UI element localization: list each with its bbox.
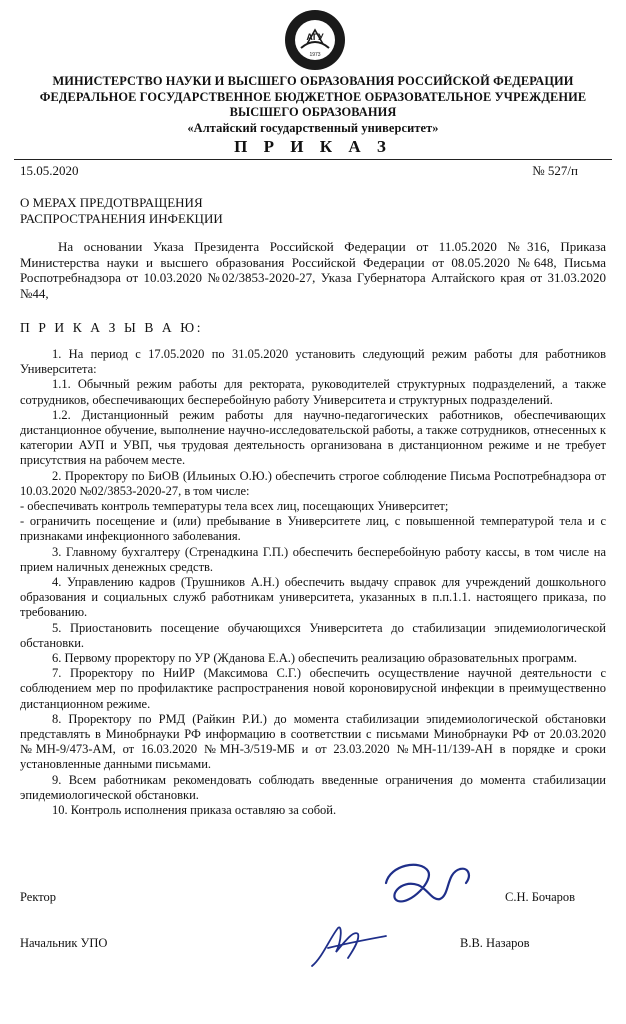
preamble-paragraph: На основании Указа Президента Российской Федерации от 11.05.2020 №316, Приказа Министерства науки и высшего образования Российской Федерации от 08.05.2020 №648, Письма Роспотребнадзора от 10.03.2020 №02/3853-2020-27, Указа Губернатора Алтайского края от 31.03.2020 №44, [20, 239, 606, 301]
order-item: 1. На период с 17.05.2020 по 31.05.2020 установить следующий режим работы для работников Университета: [20, 347, 606, 377]
order-body [20, 347, 606, 818]
order-dash-item: - ограничить посещение и (или) пребывание в Университете лиц, с повышенной температурой тела и с признаками инфекционного заболевания. [20, 514, 606, 544]
subject-line-2: РАСПРОСТРАНЕНИЯ ИНФЕКЦИИ [20, 210, 223, 226]
header-divider [14, 159, 612, 160]
logo-year: 1973 [309, 52, 321, 58]
subject-line-1: О МЕРАХ ПРЕДОТВРАЩЕНИЯ [20, 195, 203, 210]
rector-signature [380, 855, 480, 915]
order-item: 8. Проректору по РМД (Райкин Р.И.) до момента стабилизации эпидемиологической обстановки представлять в Минобрнауки РФ информацию в соответствии с письмами Минобрнауки РФ от 20.03.2020 №МН-9/473-АМ, от 16.03.2020 №МН-3/519-МБ и от 23.03.2020 №МН-11/139-АН в порядке и сроки установленные данными письмами. [20, 711, 606, 772]
logo-text: АГУ [306, 32, 324, 42]
order-number: № 527/п [532, 163, 578, 178]
upo-head-signature [308, 918, 390, 974]
university-name: «Алтайский государственный университет» [187, 120, 439, 135]
upo-head-title: Начальник УПО [20, 936, 108, 950]
order-date: 15.05.2020 [20, 163, 79, 178]
university-logo [283, 8, 347, 72]
order-item: 10. Контроль исполнения приказа оставляю за собой. [52, 803, 337, 818]
order-dash-item: - обеспечивать контроль температуры тела всех лиц, посещающих Университет; [20, 499, 449, 514]
order-item: 9. Всем работникам рекомендовать соблюдать введенные ограничения до момента стабилизации эпидемиологической обстановки. [20, 772, 606, 802]
ministry-name: МИНИСТЕРСТВО НАУКИ И ВЫСШЕГО ОБРАЗОВАНИЯ РОССИЙСКОЙ ФЕДЕРАЦИИ [52, 74, 574, 88]
order-item: 4. Управлению кадров (Трушников А.Н.) обеспечить выдачу справок для учреждений дошкольного образования и социальных служб работникам университета, указанных в п.п.1.1. настоящего приказа, по требованию. [20, 575, 606, 620]
institution-name-line1: ФЕДЕРАЛЬНОЕ ГОСУДАРСТВЕННОЕ БЮДЖЕТНОЕ ОБРАЗОВАТЕЛЬНОЕ УЧРЕЖДЕНИЕ [39, 89, 587, 104]
decree-heading: П Р И К А З Ы В А Ю: [20, 320, 204, 335]
document-header [0, 74, 626, 136]
rector-name: С.Н. Бочаров [505, 890, 576, 904]
order-item: 2. Проректору по БиОВ (Ильиных О.Ю.) обеспечить строгое соблюдение Письма Роспотребнадзора от 10.03.2020 №02/3853-2020-27, в том числе: [20, 468, 606, 498]
order-subject [20, 195, 223, 226]
order-subitem: 1.1. Обычный режим работы для ректората, руководителей структурных подразделений, а также сотрудников, обеспечивающих бесперебойную работу Университета и структурных подразделений. [20, 377, 606, 407]
rector-title: Ректор [20, 890, 57, 904]
order-item: 5. Приостановить посещение обучающихся Университета до стабилизации эпидемиологической обстановки. [20, 620, 606, 650]
institution-name-line2: ВЫСШЕГО ОБРАЗОВАНИЯ [229, 105, 397, 119]
document-type-title: П Р И К А З [234, 137, 392, 156]
upo-head-name: В.В. Назаров [460, 936, 530, 950]
order-item: 7. Проректору по НиИР (Максимова С.Г.) обеспечить осуществление научной деятельности с соблюдением мер по профилактике распространения новой короновирусной инфекции в преимущественно дистанционном режиме. [20, 666, 606, 711]
order-subitem: 1.2. Дистанционный режим работы для научно-педагогических работников, обеспечивающих дистанционное обучение, выполнение научно-исследовательской работы, а также сотрудников, отнесенных к категории АУП и УВП, чья трудовая деятельность организована в дистанционном режиме и не требует присутствия на рабочем месте. [20, 407, 606, 468]
order-item: 3. Главному бухгалтеру (Стренадкина Г.П.) обеспечить бесперебойную работу кассы, в том числе на прием наличных денежных средств. [20, 544, 606, 574]
order-item: 6. Первому проректору по УР (Жданова Е.А.) обеспечить реализацию образовательных программ. [52, 651, 578, 666]
